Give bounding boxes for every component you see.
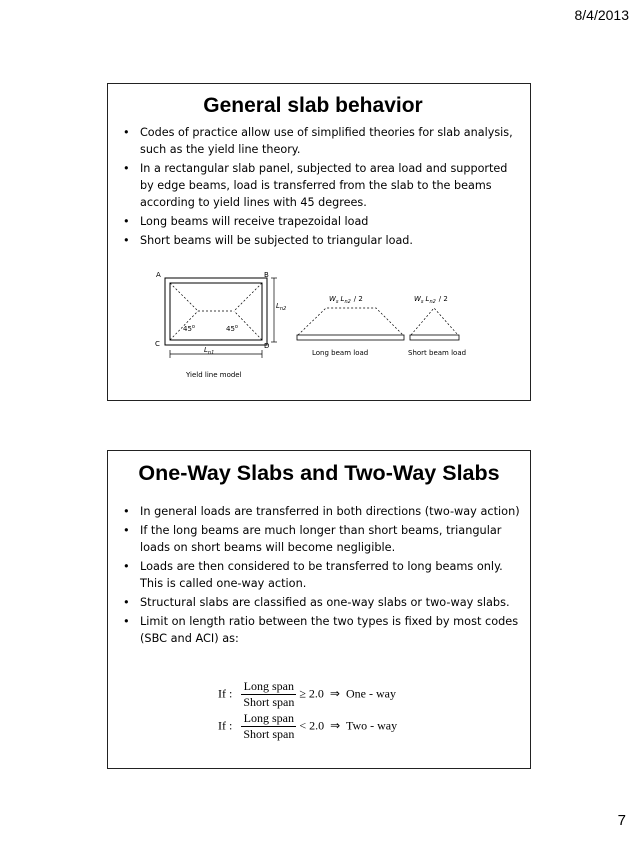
bullet-item: • Codes of practice allow use of simplified theories for slab analysis, such as the yield line theory. — [122, 124, 520, 158]
fraction-denominator: Short span — [243, 727, 295, 741]
bullet-list — [122, 124, 520, 251]
slide-general-slab-behavior — [107, 83, 531, 401]
formula-result: Two - way — [345, 718, 398, 733]
angle-label-left: 45$^o$ — [183, 324, 195, 333]
bullet-list — [122, 503, 520, 649]
slide-one-way-two-way — [107, 450, 531, 769]
span-ratio-fraction — [241, 679, 296, 710]
formula-if-label: If : — [218, 718, 233, 733]
corner-a-label: A — [156, 271, 161, 279]
short-load-label: $W_s$ $L_{n2} / 2$ — [414, 295, 448, 305]
bullet-item: • Long beams will receive trapezoidal load — [122, 213, 520, 230]
ln2-label: $L_{n2}$ — [276, 302, 287, 312]
short-beam-load-diagram — [408, 295, 466, 357]
implies-arrow: ⇒ — [330, 718, 341, 733]
formula-if-label: If : — [218, 686, 233, 701]
slab-outer — [165, 278, 267, 345]
formula-relation: ≥ 2.0 — [299, 686, 324, 701]
angle-label-right: 45$^o$ — [226, 324, 238, 333]
formula-two-way — [218, 711, 397, 742]
bullet-item: • Short beams will be subjected to triangular load. — [122, 232, 520, 249]
slide-title: One-Way Slabs and Two-Way Slabs — [138, 461, 500, 485]
fraction-denominator: Short span — [243, 695, 295, 709]
bullet-item: • If the long beams are much longer than short beams, triangular loads on short beams will become negligible. — [122, 522, 520, 556]
slide-title: General slab behavior — [203, 94, 423, 117]
bullet-item: • In a rectangular slab panel, subjected to area load and supported by edge beams, load is transferred from the slab to the beams according to yield lines with 45 degrees. — [122, 160, 520, 211]
bullet-item: • Structural slabs are classified as one-way slabs or two-way slabs. — [122, 594, 520, 611]
formula-one-way — [218, 679, 396, 710]
corner-d-label: D — [264, 342, 270, 350]
page-number: 7 — [617, 812, 626, 829]
span-ratio-fraction — [241, 711, 296, 742]
bullet-item: • Loads are then considered to be transferred to long beams only. This is called one-way action. — [122, 558, 520, 592]
bullet-item: • Limit on length ratio between the two types is fixed by most codes (SBC and ACI) as: — [122, 613, 520, 647]
corner-c-label: C — [155, 340, 160, 348]
long-beam-load-diagram — [297, 295, 404, 357]
ln1-label: $L_{n1}$ — [204, 346, 215, 356]
yield-line-diagram — [108, 268, 532, 398]
corner-b-label: B — [264, 271, 269, 279]
long-beam-caption: Long beam load — [312, 349, 369, 357]
long-load-label: $W_s$ $L_{n2} / 2$ — [329, 295, 363, 305]
fraction-numerator: Long span — [241, 711, 296, 727]
fraction-numerator: Long span — [241, 679, 296, 695]
short-beam-caption: Short beam load — [408, 349, 467, 357]
formula-relation: < 2.0 — [299, 718, 325, 733]
formula-result: One - way — [345, 686, 396, 701]
bullet-item: • In general loads are transferred in both directions (two-way action) — [122, 503, 520, 520]
header-date: 8/4/2013 — [574, 7, 629, 23]
yield-line-caption: Yield line model — [186, 371, 242, 379]
implies-arrow: ⇒ — [329, 686, 340, 701]
